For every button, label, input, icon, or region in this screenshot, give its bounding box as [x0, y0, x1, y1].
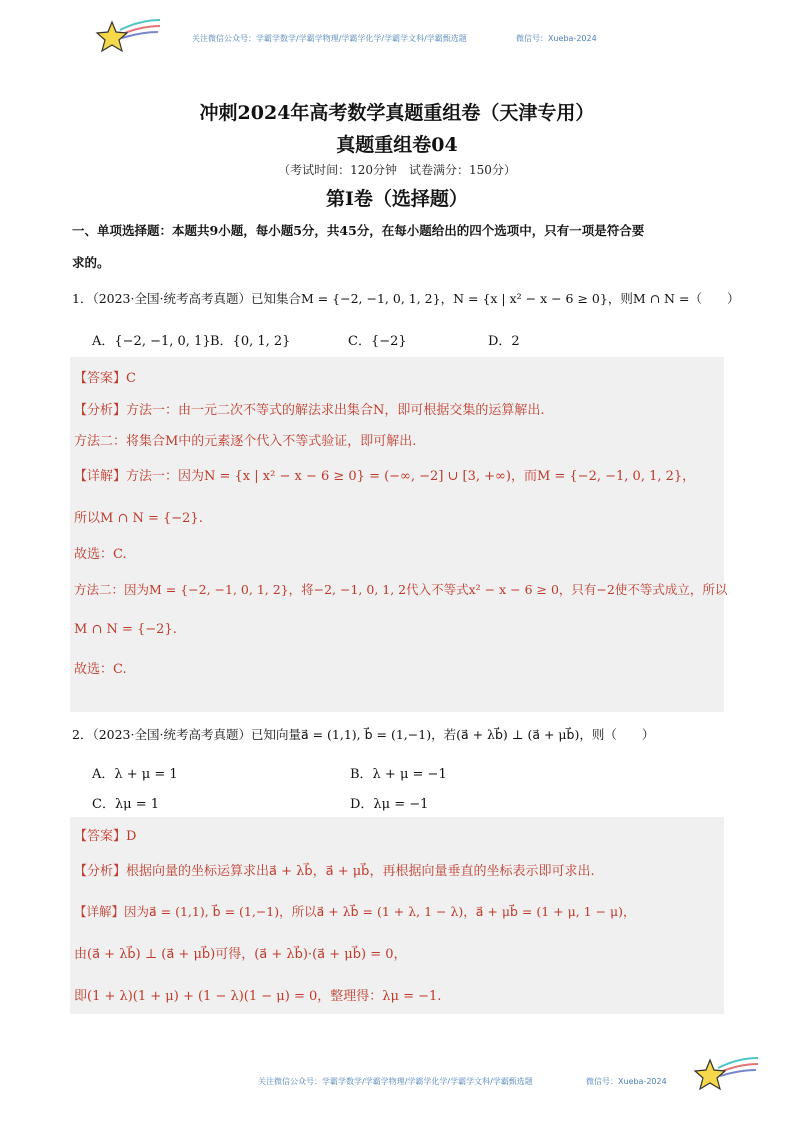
- q1-detail-4: 方法二：因为M = {−2, −1, 0, 1, 2}，将−2, −1, 0, 1, 2代入不等式x² − x − 6 ≥ 0，只有−2使不等式成立，所以: [74, 582, 728, 597]
- star-logo-top: [92, 16, 162, 60]
- q2-option-b: B．λ + μ = −1: [350, 767, 447, 782]
- header-wechat-text: 关注微信公众号：学霸学数学/学霸学物理/学霸学化学/学霸学文科/学霸甄选题: [192, 34, 467, 43]
- exam-info: （考试时间：120分钟 试卷满分：150分）: [278, 163, 516, 177]
- footer-id-text: 微信号：Xueba-2024: [586, 1077, 667, 1086]
- q1-detail-3: 故选：C.: [74, 547, 127, 562]
- footer-wechat-text: 关注微信公众号：学霸学数学/学霸学物理/学霸学化学/学霸学文科/学霸甄选题: [258, 1077, 533, 1086]
- q1-stem: 1．（2023·全国·统考高考真题）已知集合M = {−2, −1, 0, 1, 2}，N = {x | x² − x − 6 ≥ 0}，则M ∩ N =（ ）: [72, 291, 740, 306]
- q2-stem: 2．（2023·全国·统考高考真题）已知向量a⃗ = (1,1), b⃗ = (1,−1)，若(a⃗ + λb⃗) ⊥ (a⃗ + μb⃗)，则（ ）: [72, 727, 655, 742]
- q1-detail-1: 【详解】方法一：因为N = {x | x² − x − 6 ≥ 0} = (−∞, −2] ∪ [3, +∞)，而M = {−2, −1, 0, 1, 2}，: [74, 469, 696, 484]
- header-id-text: 微信号：Xueba-2024: [516, 34, 597, 43]
- q1-analysis-1: 【分析】方法一：由一元二次不等式的解法求出集合N，即可根据交集的运算解出.: [74, 403, 545, 418]
- q2-option-a: A．λ + μ = 1: [92, 767, 178, 782]
- q1-analysis-2: 方法二：将集合M中的元素逐个代入不等式验证，即可解出.: [74, 434, 417, 449]
- q1-option-b: B．{0, 1, 2}: [210, 334, 291, 349]
- q1-detail-5: M ∩ N = {−2}.: [74, 622, 177, 637]
- q1-answer: 【答案】C: [74, 371, 136, 386]
- q1-option-d: D．2: [488, 334, 520, 349]
- q1-detail-2: 所以M ∩ N = {−2}.: [74, 511, 203, 526]
- star-logo-bottom: [690, 1054, 760, 1098]
- q2-option-d: D．λμ = −1: [350, 797, 429, 812]
- doc-subtitle: 真题重组卷04: [336, 134, 458, 156]
- q1-option-a: A．{−2, −1, 0, 1}: [92, 334, 211, 349]
- q1-option-c: C．{−2}: [348, 334, 407, 349]
- intro-line-2: 求的。: [72, 255, 110, 270]
- doc-title: 冲刺2024年高考数学真题重组卷（天津专用）: [199, 102, 595, 124]
- q2-detail-2: 由(a⃗ + λb⃗) ⊥ (a⃗ + μb⃗)可得，(a⃗ + λb⃗)·(a⃗ + μb⃗) = 0，: [74, 947, 407, 962]
- q2-detail-1: 【详解】因为a⃗ = (1,1), b⃗ = (1,−1)，所以a⃗ + λb⃗ = (1 + λ, 1 − λ)，a⃗ + μb⃗ = (1 + μ, 1 − μ)，: [74, 904, 636, 919]
- intro-line-1: 一、单项选择题：本题共9小题，每小题5分，共45分，在每小题给出的四个选项中，只有一项是符合要: [72, 223, 645, 238]
- q2-analysis: 【分析】根据向量的坐标运算求出a⃗ + λb⃗，a⃗ + μb⃗，再根据向量垂直的坐标表示即可求出.: [74, 864, 595, 879]
- q2-option-c: C．λμ = 1: [92, 797, 160, 812]
- section-title: 第I卷（选择题）: [326, 188, 468, 210]
- q1-detail-6: 故选：C.: [74, 662, 127, 677]
- q2-detail-3: 即(1 + λ)(1 + μ) + (1 − λ)(1 − μ) = 0，整理得：λμ = −1.: [74, 989, 442, 1004]
- q2-answer: 【答案】D: [74, 829, 137, 844]
